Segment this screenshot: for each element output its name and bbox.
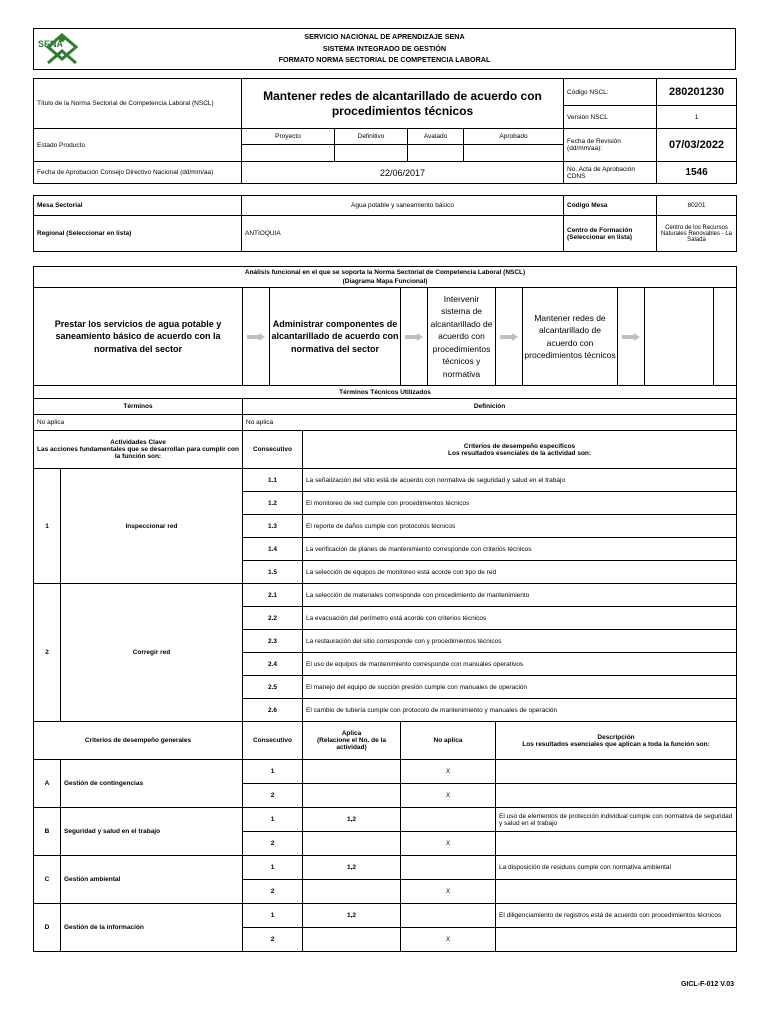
- activity-1-number: 1: [34, 469, 61, 584]
- general-b-name: Seguridad y salud en el trabajo: [61, 808, 243, 856]
- activity-consecutivo: 2.2: [243, 607, 303, 630]
- general-desc: El diligenciamiento de registros está de acuerdo con procedimientos técnicos: [496, 904, 737, 928]
- map-arrow-4: [618, 288, 645, 386]
- activity-consecutivo: 1.1: [243, 469, 303, 492]
- aplica-header-1: Aplica: [341, 730, 362, 737]
- general-desc: El uso de elementos de protección individual cumple con normativa de seguridad y salud en el trabajo: [496, 808, 737, 832]
- general-d-letter: D: [34, 904, 61, 952]
- general-no-aplica: X: [401, 928, 496, 952]
- fecha-aprobacion-value: 22/06/2017: [242, 162, 564, 184]
- codigo-mesa-value: 80201: [657, 196, 737, 216]
- general-no-aplica: [401, 808, 496, 832]
- activity-criterion: La selección de equipos de monitoreo está acorde con tipo de red: [303, 561, 737, 584]
- mesa-value: Agua potable y saneamiento básico: [242, 196, 564, 216]
- general-a-letter: A: [34, 760, 61, 808]
- general-consecutivo: 1: [243, 760, 303, 784]
- activity-criterion: El reporte de daños cumple con protocolos técnicos: [303, 515, 737, 538]
- titulo-label: Título de la Norma Sectorial de Competencia Laboral (NSCL): [34, 79, 242, 129]
- activity-2-name: Corregir red: [61, 584, 243, 722]
- definition-col-header: Definición: [243, 399, 737, 415]
- activity-criterion: La señalización del sitio está de acuerdo con normativa de seguridad y salud en el trabajo: [303, 469, 737, 492]
- footer-code: GICL-F-012 V.03: [680, 981, 734, 988]
- info-table: [33, 78, 737, 184]
- centro-value: Centro de los Recursos Naturales Renovables - La Salada: [657, 216, 737, 252]
- header-line-3: FORMATO NORMA SECTORIAL DE COMPETENCIA LABORAL: [278, 55, 491, 64]
- criteria-header-2: Los resultados esenciales de la actividad son:: [448, 449, 592, 457]
- general-no-aplica: X: [401, 880, 496, 904]
- estado-avalado-cell: [408, 145, 464, 162]
- terms-col-header: Términos: [34, 399, 243, 415]
- general-desc: [496, 928, 737, 952]
- general-consecutivo: 1: [243, 856, 303, 880]
- general-no-aplica: [401, 904, 496, 928]
- map-arrow-3: [496, 288, 523, 386]
- map-arrow-2: [401, 288, 428, 386]
- terms-title: Términos Técnicos Utilizados: [34, 386, 737, 399]
- general-desc: [496, 880, 737, 904]
- general-consecutivo: 1: [243, 904, 303, 928]
- activity-consecutivo: 1.5: [243, 561, 303, 584]
- activity-criterion: La restauración del sitio corresponde con y procedimientos técnicos: [303, 630, 737, 653]
- general-no-aplica: X: [401, 760, 496, 784]
- sena-logo-text: SENA: [38, 39, 64, 49]
- activity-consecutivo: 2.6: [243, 699, 303, 722]
- general-aplica: [303, 760, 401, 784]
- arrow-right-icon: [500, 334, 518, 340]
- map-box-empty-2: [714, 288, 737, 386]
- codigo-mesa-label: Código Mesa: [564, 196, 657, 216]
- activity-criterion: La evacuación del perímetro está acorde con criterios técnicos: [303, 607, 737, 630]
- centro-label: Centro de Formación (Seleccionar en lista): [564, 216, 657, 252]
- fecha-revision-value: 07/03/2022: [657, 129, 737, 162]
- estado-definitivo: Definitivo: [335, 129, 408, 145]
- general-desc: [496, 784, 737, 808]
- general-consecutivo: 2: [243, 832, 303, 856]
- map-box-proposito: Prestar los servicios de agua potable y saneamiento básico de acuerdo con la normativa del sector: [34, 288, 243, 386]
- criteria-header-1: Criterios de desempeño específicos: [463, 442, 576, 450]
- header-line-2: SISTEMA INTEGRADO DE GESTIÓN: [322, 43, 447, 53]
- general-consecutivo-header: Consecutivo: [243, 722, 303, 760]
- activities-header-2: Las acciones fundamentales que se desarrollan para cumplir con la función son:: [37, 446, 239, 460]
- map-box-empty-1: [645, 288, 714, 386]
- estado-label: Estado Producto: [34, 129, 242, 162]
- general-b-letter: B: [34, 808, 61, 856]
- desc-header-2: Los resultados esenciales que aplican a toda la función son:: [522, 740, 710, 748]
- estado-proyecto: Proyecto: [242, 129, 335, 145]
- analysis-title-2: (Diagrama Mapa Funcional): [342, 278, 428, 285]
- general-consecutivo: 2: [243, 928, 303, 952]
- fecha-aprobacion-label: Fecha de Aprobación Consejo Directivo Nacional (dd/mm/aa): [34, 162, 242, 184]
- codigo-value: 280201230: [657, 79, 737, 106]
- arrow-right-icon: [247, 334, 265, 340]
- general-c-letter: C: [34, 856, 61, 904]
- mesa-table: [33, 195, 737, 252]
- general-c-name: Gestión ambiental: [61, 856, 243, 904]
- activity-criterion: El cambio de tubería cumple con protocolo de mantenimiento y manuales de operación: [303, 699, 737, 722]
- estado-avalado: Avalado: [408, 129, 464, 145]
- consecutivo-header: Consecutivo: [243, 431, 303, 469]
- estado-definitivo-cell: [335, 145, 408, 162]
- estado-aprobado: Aprobado: [464, 129, 564, 145]
- activity-consecutivo: 2.1: [243, 584, 303, 607]
- acta-value: 1546: [657, 162, 737, 184]
- general-no-aplica: X: [401, 832, 496, 856]
- no-aplica-header: No aplica: [401, 722, 496, 760]
- general-aplica: [303, 928, 401, 952]
- activity-criterion: La verificación de planes de mantenimiento corresponde con criterios técnicos: [303, 538, 737, 561]
- mesa-label: Mesa Sectorial: [34, 196, 242, 216]
- general-aplica: [303, 880, 401, 904]
- map-box-administrar: Administrar componentes de alcantarillado de acuerdo con normativa del sector: [270, 288, 401, 386]
- regional-label: Regional (Seleccionar en lista): [34, 216, 242, 252]
- estado-aprobado-cell: [464, 145, 564, 162]
- activity-criterion: El uso de equipos de mantenimiento corresponde con manuales operativos: [303, 653, 737, 676]
- activity-2-number: 2: [34, 584, 61, 722]
- general-no-aplica: [401, 856, 496, 880]
- general-aplica: [303, 784, 401, 808]
- activity-1-name: Inspeccionar red: [61, 469, 243, 584]
- general-header: Criterios de desempeño generales: [34, 722, 243, 760]
- general-consecutivo: 2: [243, 880, 303, 904]
- general-consecutivo: 2: [243, 784, 303, 808]
- general-desc: [496, 832, 737, 856]
- activity-consecutivo: 1.3: [243, 515, 303, 538]
- activity-consecutivo: 2.5: [243, 676, 303, 699]
- titulo-value: Mantener redes de alcantarillado de acuerdo con procedimientos técnicos: [242, 79, 564, 129]
- arrow-right-icon: [405, 334, 423, 340]
- document-header: [33, 28, 736, 70]
- definition-value: No aplica: [243, 415, 737, 431]
- aplica-header-2: (Relacione el No. de la actividad): [317, 737, 386, 751]
- codigo-label: Código NSCL:: [564, 79, 657, 106]
- general-d-name: Gestión de la información: [61, 904, 243, 952]
- header-line-1: SERVICIO NACIONAL DE APRENDIZAJE SENA: [304, 32, 465, 41]
- general-desc: La disposición de residuos cumple con normativa ambiental: [496, 856, 737, 880]
- acta-label: No. Acta de Aprobación CDNS: [564, 162, 657, 184]
- term-value: No aplica: [34, 415, 243, 431]
- activity-criterion: La selección de materiales corresponde con procedimiento de mantenimiento: [303, 584, 737, 607]
- general-aplica: [303, 832, 401, 856]
- map-arrow-1: [243, 288, 270, 386]
- activity-criterion: El manejo del equipo de succión presión cumple con manuales de operación: [303, 676, 737, 699]
- analysis-title-1: Análisis funcional en el que se soporta la Norma Sectorial de Competencia Laboral (NSCL): [244, 269, 526, 276]
- activity-consecutivo: 2.4: [243, 653, 303, 676]
- map-box-intervenir: Intervenir sistema de alcantarillado de acuerdo con procedimientos técnicos y normativa: [428, 288, 496, 386]
- activities-header-1: Actividades Clave: [110, 439, 166, 446]
- general-consecutivo: 1: [243, 808, 303, 832]
- version-label: Versión NSCL: [564, 106, 657, 129]
- desc-header-1: Descripción: [597, 733, 635, 741]
- map-box-mantener: Mantener redes de alcantarillado de acuerdo con procedimientos técnicos: [523, 288, 618, 386]
- activity-consecutivo: 1.2: [243, 492, 303, 515]
- arrow-right-icon: [622, 334, 640, 340]
- general-aplica: 1,2: [303, 856, 401, 880]
- activity-consecutivo: 1.4: [243, 538, 303, 561]
- activity-consecutivo: 2.3: [243, 630, 303, 653]
- estado-proyecto-cell: [242, 145, 335, 162]
- version-value: 1: [657, 106, 737, 129]
- general-a-name: Gestión de contingencias: [61, 760, 243, 808]
- general-no-aplica: X: [401, 784, 496, 808]
- analysis-table: [33, 266, 737, 952]
- fecha-revision-label: Fecha de Revisión (dd/mm/aa):: [564, 129, 657, 162]
- general-aplica: 1,2: [303, 808, 401, 832]
- regional-value: ANTIOQUIA: [242, 216, 564, 252]
- general-aplica: 1,2: [303, 904, 401, 928]
- general-desc: [496, 760, 737, 784]
- activity-criterion: El monitoreo de red cumple con procedimientos técnicos: [303, 492, 737, 515]
